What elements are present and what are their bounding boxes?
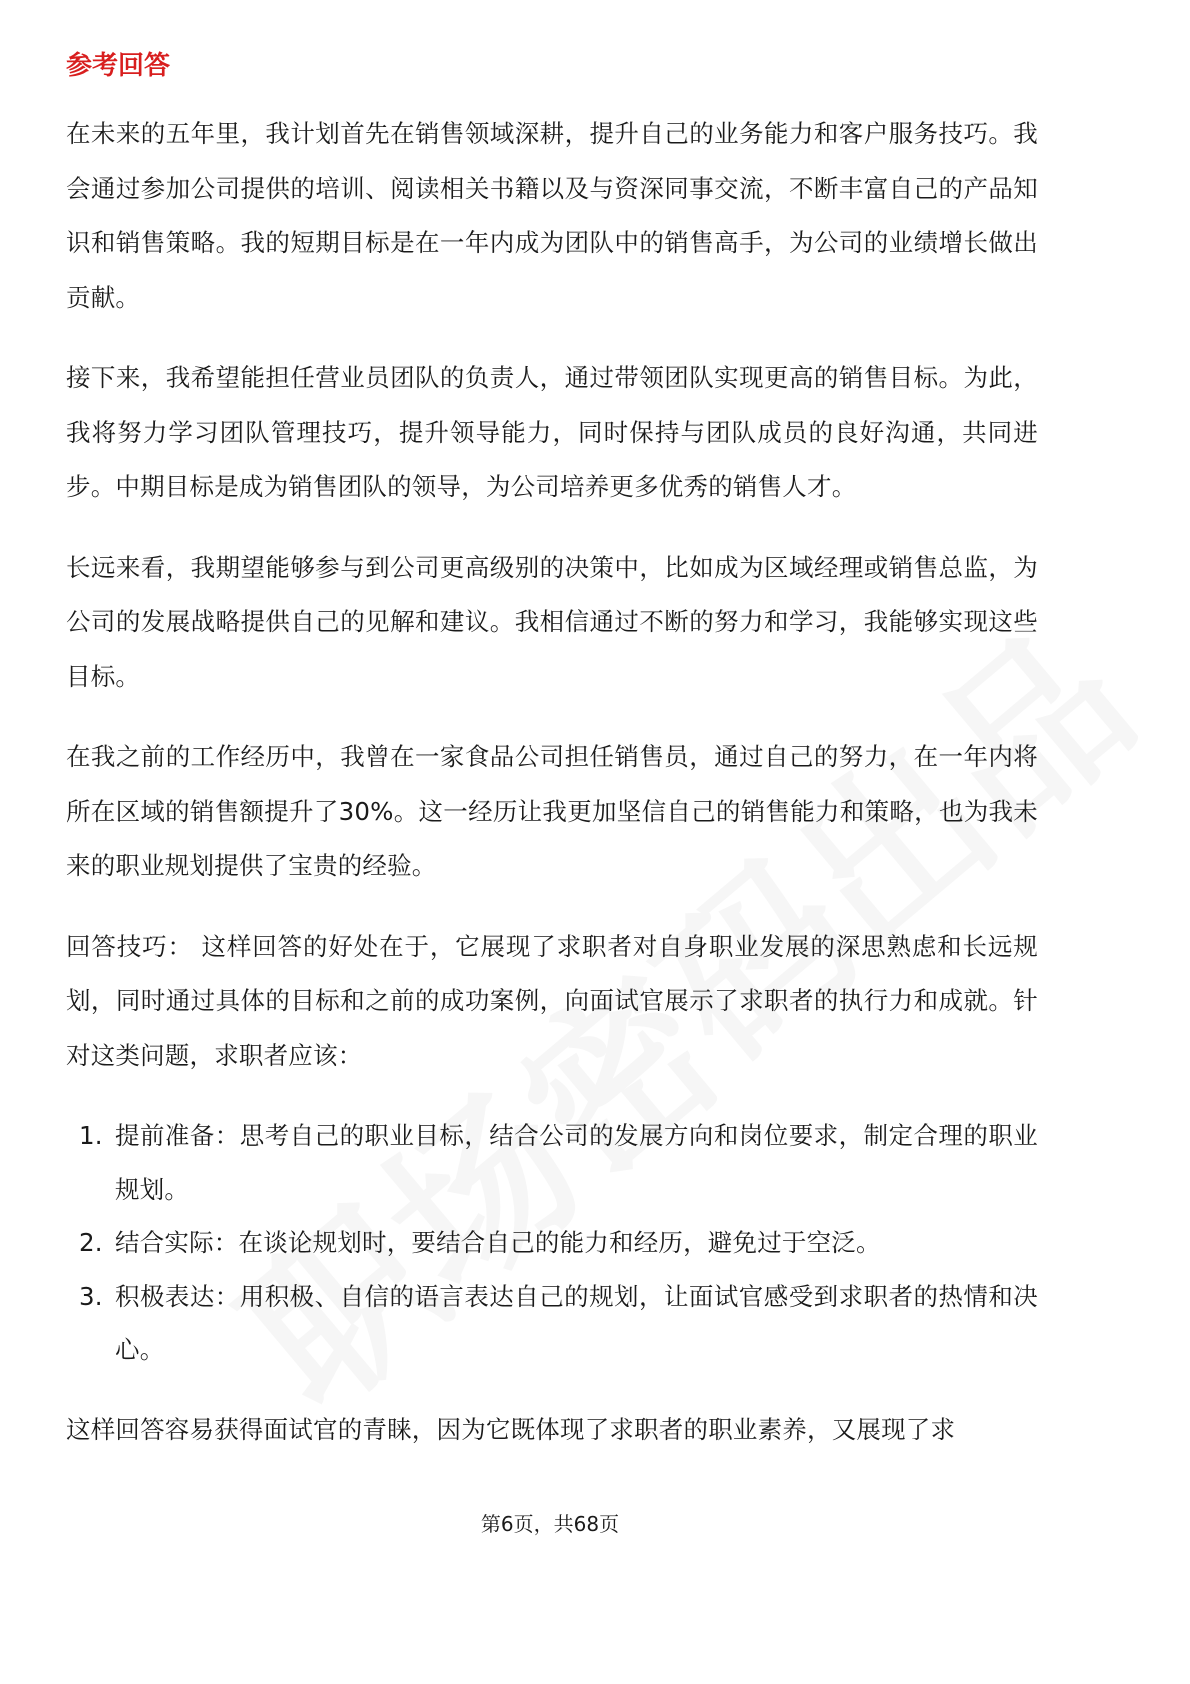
list-item-text: 提前准备：思考自己的职业目标，结合公司的发展方向和岗位要求，制定合理的职业规划。 <box>115 1121 1038 1204</box>
paragraph-closing: 这样回答容易获得面试官的青睐，因为它既体现了求职者的职业素养，又展现了求 <box>66 1414 956 1444</box>
list-item-number: 2. <box>79 1228 103 1257</box>
list-item-text: 积极表达：用积极、自信的语言表达自己的规划，让面试官感受到求职者的热情和决心。 <box>115 1281 1038 1364</box>
paragraph-answer-tips: 回答技巧： 这样回答的好处在于，它展现了求职者对自身职业发展的深思熟虑和长远规划，同时通过具体的目标和之前的成功案例，向面试官展示了求职者的执行力和成就。针对这类问题，求职者应该： <box>66 931 1038 1070</box>
paragraph-long-term-goal: 长远来看，我期望能够参与到公司更高级别的决策中，比如成为区域经理或销售总监，为公司的发展战略提供自己的见解和建议。我相信通过不断的努力和学习，我能够实现这些目标。 <box>66 552 1038 691</box>
document-body <box>66 107 1038 1483</box>
paragraph-short-term-goal: 在未来的五年里，我计划首先在销售领域深耕，提升自己的业务能力和客户服务技巧。我会通过参加公司提供的培训、阅读相关书籍以及与资深同事交流，不断丰富自己的产品知识和销售策略。我的短期目标是在一年内成为团队中的销售高手，为公司的业绩增长做出贡献。 <box>66 119 1038 312</box>
list-item <box>66 1270 1038 1377</box>
section-heading: 参考回答 <box>66 51 171 81</box>
tips-list <box>66 1109 1038 1377</box>
paragraph-work-experience: 在我之前的工作经历中，我曾在一家食品公司担任销售员，通过自己的努力，在一年内将所在区域的销售额提升了30%。这一经历让我更加坚信自己的销售能力和策略，也为我未来的职业规划提供了宝贵的经验。 <box>66 742 1038 880</box>
list-item-number: 3. <box>79 1281 103 1311</box>
paragraph-mid-term-goal: 接下来，我希望能担任营业员团队的负责人，通过带领团队实现更高的销售目标。为此，我将努力学习团队管理技巧，提升领导能力，同时保持与团队成员的良好沟通，共同进步。中期目标是成为销售团队的领导，为公司培养更多优秀的销售人才。 <box>66 363 1038 501</box>
page-number-footer: 第6页，共68页 <box>480 1512 620 1536</box>
list-item-text: 结合实际：在谈论规划时，要结合自己的能力和经历，避免过于空泛。 <box>115 1228 881 1257</box>
list-item <box>66 1109 1038 1216</box>
list-item-number: 1. <box>79 1121 103 1150</box>
list-item <box>66 1216 1038 1270</box>
